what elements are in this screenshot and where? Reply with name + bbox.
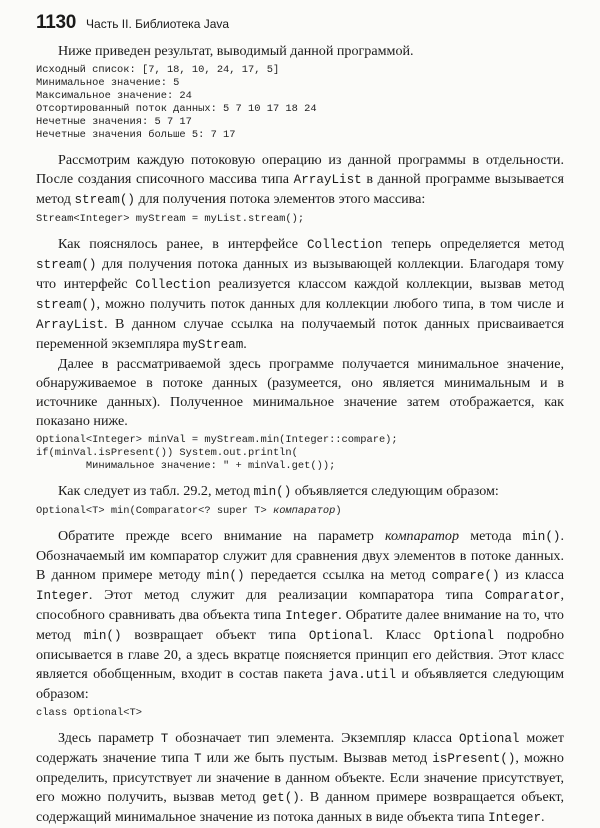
page-number: 1130 <box>36 12 77 33</box>
code-line: if(minVal.isPresent()) System.out.println( <box>36 447 298 459</box>
output-line: Отсортированный поток данных: 5 7 10 17 18 24 <box>36 103 317 115</box>
paragraph-min-value: Далее в рассматриваемой здесь программе получается минимальное значение, обнаруживаемое в потоке данных (разумеется, оно является минимальным и в источнике данных). Полученное минимальное значение затем отображается, как показано ниже. <box>36 356 564 429</box>
output-line: Исходный список: [7, 18, 10, 24, 17, 5] <box>36 64 280 76</box>
output-line: Минимальное значение: 5 <box>36 77 180 89</box>
code-line: Минимальное значение: " + minVal.get()); <box>36 460 336 472</box>
paragraph-min-declaration: Как следует из табл. 29.2, метод min() объявляется следующим образом: <box>58 483 499 499</box>
code-optional-class: class Optional<T> <box>36 707 143 719</box>
paragraph-intro-output: Ниже приведен результат, выводимый данной программой. <box>58 43 414 59</box>
output-line: Нечетные значения: 5 7 17 <box>36 116 192 128</box>
code-line: Optional<Integer> minVal = myStream.min(Integer::compare); <box>36 434 398 446</box>
program-output-block <box>36 64 564 142</box>
running-head: Часть II. Библиотека Java <box>86 17 230 31</box>
paragraph-collection-stream: Как пояснялось ранее, в интерфейсе Collection теперь определяется метод stream() для получения потока данных из вызывающей коллекции. Благодаря тому что интерфейс Collection реализуется классом каждой коллекции, вызвав метод stream(), можно получить поток данных для коллекции любого типа, в том числе и ArrayList. В данном случае ссылка на получаемый поток данных присваивается переменной экземпляра myStream. <box>36 236 564 352</box>
paragraph-comparator: Обратите прежде всего внимание на параметр компаратор метода min(). Обозначаемый им компаратор служит для сравнения двух элементов в потоке данных. В данном примере методу min() передается ссылка на метод compare() из класса Integer. Этот метод служит для реализации компаратора типа Comparator, способного сравнивать два объекта типа Integer. Обратите далее внимание на то, что метод min() возвращает объект типа Optional. Класс Optional подробно описывается в главе 20, а здесь вкратце поясняется принцип его действия. Этот класс является обобщенным, входит в состав пакета java.util и объявляется следующим образом: <box>36 528 565 702</box>
page-header <box>36 12 564 36</box>
paragraph-stream-creation: Рассмотрим каждую потоковую операцию из данной программы в отдельности. После создания списочного массива типа ArrayList в данной программе вызывается метод stream() для получения потока элементов этого массива: <box>36 152 564 207</box>
code-stream-creation: Stream<Integer> myStream = myList.stream(); <box>36 213 305 225</box>
paragraph-optional: Здесь параметр T обозначает тип элемента. Экземпляр класса Optional может содержать значение типа T или же быть пустым. Вызвав метод isPresent(), можно определить, присутствует ли значение в данном объекте. Если значение присутствует, его можно получить, вызвав метод get(). В данном примере возвращается объект, содержащий минимальное значение из потока данных в виде объекта типа Integer. <box>36 730 564 825</box>
output-line: Максимальное значение: 24 <box>36 90 192 102</box>
code-min-signature: Optional<T> min(Comparator<? super T> компаратор) <box>36 505 342 517</box>
code-min-value <box>36 434 564 473</box>
output-line: Нечетные значения больше 5: 7 17 <box>36 129 236 141</box>
